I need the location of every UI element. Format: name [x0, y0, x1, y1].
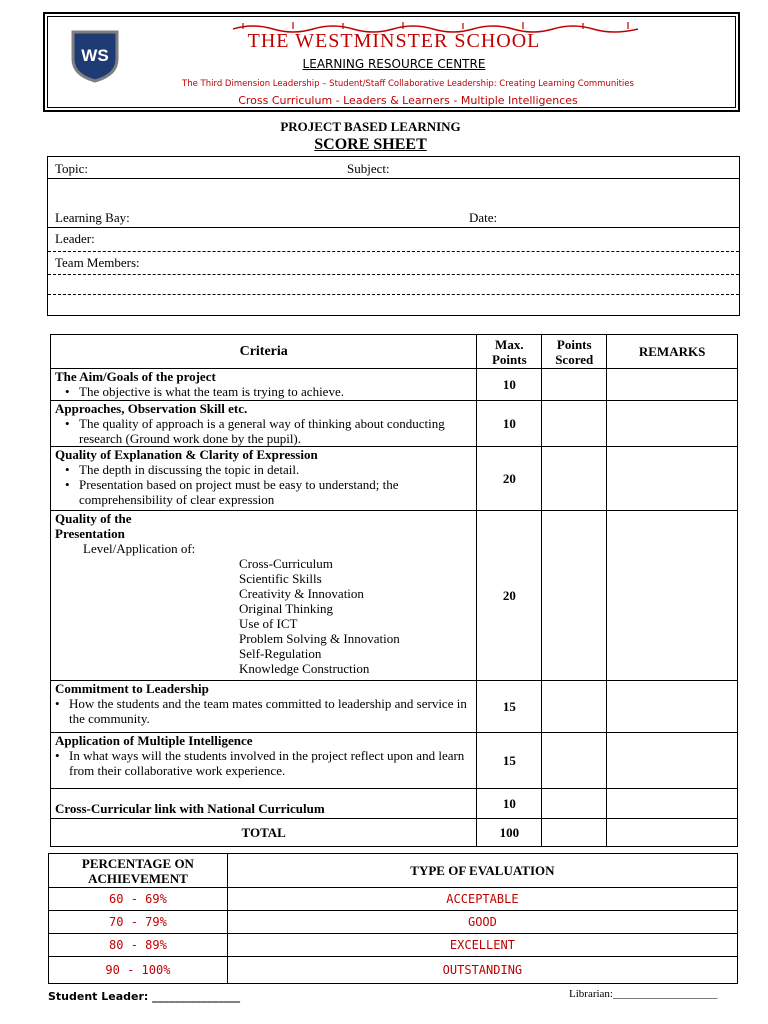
student-leader-field[interactable]: Student Leader: ________________ — [48, 990, 241, 1003]
criterion-title: Quality of the Presentation — [55, 511, 132, 541]
divider — [48, 227, 739, 228]
criteria-header: Criteria — [51, 335, 477, 369]
criteria-table — [50, 334, 738, 847]
doc-subtitle: PROJECT BASED LEARNING — [280, 119, 461, 134]
doc-title: SCORE SHEET — [314, 136, 427, 153]
criterion-bullet: • The objective is what the team is trying to achieve. — [65, 384, 472, 399]
evaluation-type: OUTSTANDING — [227, 957, 737, 984]
max-points: 10 — [477, 401, 542, 447]
list-item: Problem Solving & Innovation — [239, 631, 400, 646]
list-item: Use of ICT — [239, 616, 298, 631]
remarks-cell[interactable] — [607, 369, 738, 401]
presentation-items — [239, 556, 472, 676]
criterion-title: Approaches, Observation Skill etc. — [55, 401, 248, 416]
criterion-cell — [51, 369, 477, 401]
table-row — [51, 369, 738, 401]
team-members-label: Team Members: — [55, 255, 140, 270]
leader-label: Leader: — [55, 231, 95, 246]
max-points: 20 — [477, 447, 542, 511]
table-row — [51, 401, 738, 447]
criterion-cell — [51, 447, 477, 511]
max-points: 15 — [477, 733, 542, 789]
max-points: 15 — [477, 681, 542, 733]
percentage-range: 60 - 69% — [49, 888, 228, 911]
max-points-header: Max. Points — [477, 335, 542, 369]
list-item: Self-Regulation — [239, 646, 322, 661]
criterion-title: Cross-Curricular link with National Curriculum — [51, 789, 477, 819]
evaluation-type: EXCELLENT — [227, 934, 737, 957]
points-scored-cell[interactable] — [542, 789, 607, 819]
remarks-cell[interactable] — [607, 401, 738, 447]
remarks-cell[interactable] — [607, 733, 738, 789]
points-scored-cell[interactable] — [542, 511, 607, 681]
total-row — [51, 819, 738, 847]
points-scored-cell[interactable] — [542, 447, 607, 511]
criterion-bullet: • The quality of approach is a general way of thinking about conducting research (Ground work done by the pupil). — [65, 416, 472, 446]
remarks-header: REMARKS — [607, 335, 738, 369]
list-item: Creativity & Innovation — [239, 586, 364, 601]
criterion-bullet: • How the students and the team mates committed to leadership and service in the community. — [55, 696, 472, 726]
divider — [48, 274, 739, 275]
list-item: Knowledge Construction — [239, 661, 370, 676]
school-logo — [70, 29, 120, 83]
motto-line-1: The Third Dimension Leadership – Student/Staff Collaborative Leadership: Creating Learning Communities — [182, 79, 634, 89]
remarks-cell[interactable] — [607, 789, 738, 819]
max-points: 10 — [477, 789, 542, 819]
table-row — [49, 888, 738, 911]
criterion-bullet: • In what ways will the students involved in the project reflect upon and learn from their collaborative work experience. — [55, 748, 472, 778]
criterion-title: Quality of Explanation & Clarity of Expression — [55, 447, 318, 462]
table-row — [51, 789, 738, 819]
criterion-intro: Level/Application of: — [83, 541, 196, 556]
table-row — [49, 957, 738, 984]
percentage-range: 80 - 89% — [49, 934, 228, 957]
remarks-cell[interactable] — [607, 447, 738, 511]
table-header-row — [51, 335, 738, 369]
evaluation-header-row — [49, 854, 738, 888]
percentage-range: 70 - 79% — [49, 911, 228, 934]
divider — [48, 294, 739, 295]
list-item: Scientific Skills — [239, 571, 322, 586]
librarian-field[interactable]: Librarian:___________________ — [569, 988, 718, 1000]
percentage-range: 90 - 100% — [49, 957, 228, 984]
criterion-title: Commitment to Leadership — [55, 681, 209, 696]
criterion-title: Application of Multiple Intelligence — [55, 733, 253, 748]
criterion-cell — [51, 511, 477, 681]
total-remarks-cell[interactable] — [607, 819, 738, 847]
evaluation-table — [48, 853, 738, 984]
table-row — [49, 911, 738, 934]
evaluation-type: GOOD — [227, 911, 737, 934]
logo-text: WS — [81, 46, 109, 65]
table-row — [51, 733, 738, 789]
max-points: 20 — [477, 511, 542, 681]
table-row — [49, 934, 738, 957]
subject-label: Subject: — [347, 161, 390, 176]
evaluation-type: ACCEPTABLE — [227, 888, 737, 911]
school-name: THE WESTMINSTER SCHOOL — [247, 30, 541, 52]
divider — [48, 178, 739, 179]
total-max-points: 100 — [477, 819, 542, 847]
motto-line-2: Cross Curriculum - Leaders & Learners - Multiple Intelligences — [238, 94, 578, 107]
topic-label: Topic: — [55, 161, 89, 176]
project-info-box — [47, 156, 740, 316]
table-row — [51, 447, 738, 511]
learning-bay-label: Learning Bay: — [55, 210, 130, 225]
list-item: Cross-Curriculum — [239, 556, 333, 571]
points-scored-cell[interactable] — [542, 733, 607, 789]
remarks-cell[interactable] — [607, 681, 738, 733]
criterion-cell — [51, 401, 477, 447]
points-scored-cell[interactable] — [542, 369, 607, 401]
criterion-cell — [51, 681, 477, 733]
points-scored-cell[interactable] — [542, 401, 607, 447]
criterion-bullet: • The depth in discussing the topic in detail. — [65, 462, 472, 477]
criterion-cell — [51, 733, 477, 789]
percentage-header: PERCENTAGE ON ACHIEVEMENT — [49, 854, 228, 888]
criterion-bullet: • Presentation based on project must be easy to understand; the comprehensibility of clear expression — [65, 477, 472, 507]
points-scored-header: Points Scored — [542, 335, 607, 369]
date-label: Date: — [469, 210, 498, 225]
max-points: 10 — [477, 369, 542, 401]
evaluation-type-header: TYPE OF EVALUATION — [227, 854, 737, 888]
points-scored-cell[interactable] — [542, 681, 607, 733]
remarks-cell[interactable] — [607, 511, 738, 681]
centre-name: LEARNING RESOURCE CENTRE — [302, 57, 486, 71]
table-row — [51, 511, 738, 681]
school-header — [43, 12, 740, 112]
total-scored-cell[interactable] — [542, 819, 607, 847]
divider — [48, 251, 739, 252]
criterion-title: The Aim/Goals of the project — [55, 369, 216, 384]
total-label: TOTAL — [51, 819, 477, 847]
list-item: Original Thinking — [239, 601, 334, 616]
table-row — [51, 681, 738, 733]
